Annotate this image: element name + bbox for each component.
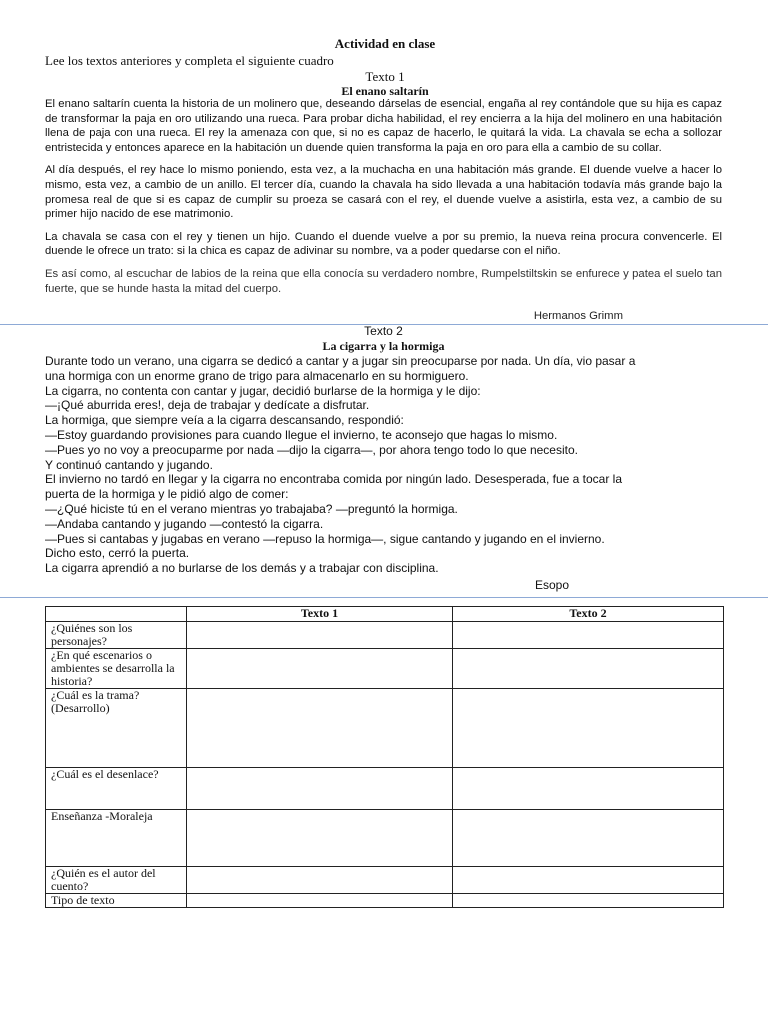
texto1-label: Texto 1 — [365, 69, 405, 84]
texto1-paragraph: Es así como, al escuchar de labios de la reina que ella conocía su verdadero nombre, Rumpelstiltskin se enfurece y patea el suelo tan fuerte, que se hunde hasta la mitad del cuerpo. — [45, 267, 722, 295]
texto2-title: La cigarra y la hormiga — [322, 339, 445, 353]
activity-instruction: Lee los textos anteriores y completa el siguiente cuadro — [45, 53, 334, 68]
table-row — [46, 622, 724, 649]
answer-cell-texto1[interactable] — [187, 689, 453, 768]
worksheet-header — [45, 37, 725, 99]
section-divider — [0, 597, 768, 598]
texto2-line: La cigarra aprendió a no burlarse de los demás y a trabajar con disciplina. — [45, 561, 439, 576]
answer-cell-texto2[interactable] — [453, 689, 724, 768]
table-row — [46, 810, 724, 867]
row-question: ¿En qué escenarios o ambientes se desarrolla la historia? — [46, 649, 187, 689]
texto2-line: una hormiga con un enorme grano de trigo para almacenarlo en su hormiguero. — [45, 368, 469, 383]
answer-cell-texto1[interactable] — [187, 622, 453, 649]
row-question: Enseñanza -Moraleja — [46, 810, 187, 867]
texto2-label: Texto 2 — [364, 324, 403, 338]
answer-cell-texto2[interactable] — [453, 649, 724, 689]
table-row — [46, 649, 724, 689]
row-question: ¿Cuál es la trama? (Desarrollo) — [46, 689, 187, 768]
texto2-author: Esopo — [535, 578, 570, 592]
texto2-line: Durante todo un verano, una cigarra se dedicó a cantar y a jugar sin preocuparse por nada. Un día, vio pasar a — [45, 354, 636, 368]
answer-cell-texto2[interactable] — [453, 622, 724, 649]
table-header-row — [46, 607, 724, 622]
row-question: ¿Cuál es el desenlace? — [46, 768, 187, 810]
texto2-line: puerta de la hormiga y le pidió algo de comer: — [45, 487, 289, 502]
answer-cell-texto1[interactable] — [187, 649, 453, 689]
answer-cell-texto1[interactable] — [187, 894, 453, 908]
row-question: ¿Quién es el autor del cuento? — [46, 867, 187, 894]
texto2-line: —¡Qué aburrida eres!, deja de trabajar y dedícate a disfrutar. — [45, 398, 370, 413]
texto1-paragraph: La chavala se casa con el rey y tienen un hijo. Cuando el duende vuelve a por su premio, la nueva reina procura convencerle. El duende le ofrece un trato: si la chica es capaz de adivinar su nombre, va a poder quedarse con el niño. — [45, 230, 722, 258]
texto2-line: La cigarra, no contenta con cantar y jugar, decidió burlarse de la hormiga y le dijo: — [45, 383, 481, 398]
texto2-line: —Pues yo no voy a preocuparme por nada —dijo la cigarra—, por ahora tengo todo lo que necesito. — [45, 442, 578, 457]
texto2-line: —Pues si cantabas y jugabas en verano —repuso la hormiga—, sigue cantando y jugando en el invierno. — [45, 531, 605, 546]
texto1-paragraph: Al día después, el rey hace lo mismo poniendo, esta vez, a la muchacha en una habitación más grande. El duende vuelve a hacer lo mismo, esta vez, a cambio de un anillo. El tercer día, cuando la chavala ha sido llevada a una habitación todavía más grande bajo la promesa real de que si es capaz de cumplir su proeza se casará con el rey, el duende vuelve a asistirla, esta vez, a cambio de su primer hijo nacido de ese matrimonio. — [45, 164, 722, 221]
answer-cell-texto1[interactable] — [187, 768, 453, 810]
texto1-paragraph: El enano saltarín cuenta la historia de un molinero que, deseando dárselas de esencial, engaña al rey contándole que su hija es capaz de transformar la paja en oro utilizando una rueca. Para probar dicha habilidad, el rey encierra a la hija del molinero en una habitación llena de paja con una rueca. El rey la amenaza con que, si no es capaz de hacerlo, le quitará la vida. La chavala se echa a sollozar entristecida y entonces aparece en la habitación un duende quien transforma la paja en oro para ella a cambio de su collar. — [45, 98, 722, 154]
texto2-line: —¿Qué hiciste tú en el verano mientras yo trabajaba? —preguntó la hormiga. — [45, 501, 458, 516]
answer-cell-texto1[interactable] — [187, 867, 453, 894]
answer-cell-texto2[interactable] — [453, 894, 724, 908]
texto2-line: Y continuó cantando y jugando. — [45, 457, 213, 472]
texto2-line: Dicho esto, cerró la puerta. — [45, 546, 190, 561]
row-question: Tipo de texto — [46, 894, 187, 908]
texto1-author: Hermanos Grimm — [533, 310, 623, 322]
table-row — [46, 768, 724, 810]
texto2-body — [45, 354, 725, 576]
table-header-empty — [46, 607, 187, 622]
texto2-line: El invierno no tardó en llegar y la cigarra no encontraba comida por ningún lado. Desesperada, fue a tocar la — [45, 472, 623, 487]
table-row — [46, 867, 724, 894]
table-row — [46, 894, 724, 908]
answer-cell-texto2[interactable] — [453, 867, 724, 894]
texto1-body — [45, 97, 722, 304]
answer-cell-texto2[interactable] — [453, 810, 724, 867]
texto2-line: La hormiga, que siempre veía a la cigarra descansando, respondió: — [45, 413, 404, 428]
comparison-table — [45, 606, 724, 908]
answer-cell-texto2[interactable] — [453, 768, 724, 810]
row-question: ¿Quiénes son los personajes? — [46, 622, 187, 649]
texto2-line: —Andaba cantando y jugando —contestó la cigarra. — [45, 516, 324, 531]
table-header-texto1: Texto 1 — [187, 607, 453, 622]
texto1-title: El enano saltarín — [341, 84, 429, 98]
table-header-texto2: Texto 2 — [453, 607, 724, 622]
activity-title: Actividad en clase — [334, 36, 436, 51]
table-row — [46, 689, 724, 768]
texto2-line: —Estoy guardando provisiones para cuando llegue el invierno, te aconsejo que hagas lo mismo. — [45, 427, 558, 442]
answer-cell-texto1[interactable] — [187, 810, 453, 867]
